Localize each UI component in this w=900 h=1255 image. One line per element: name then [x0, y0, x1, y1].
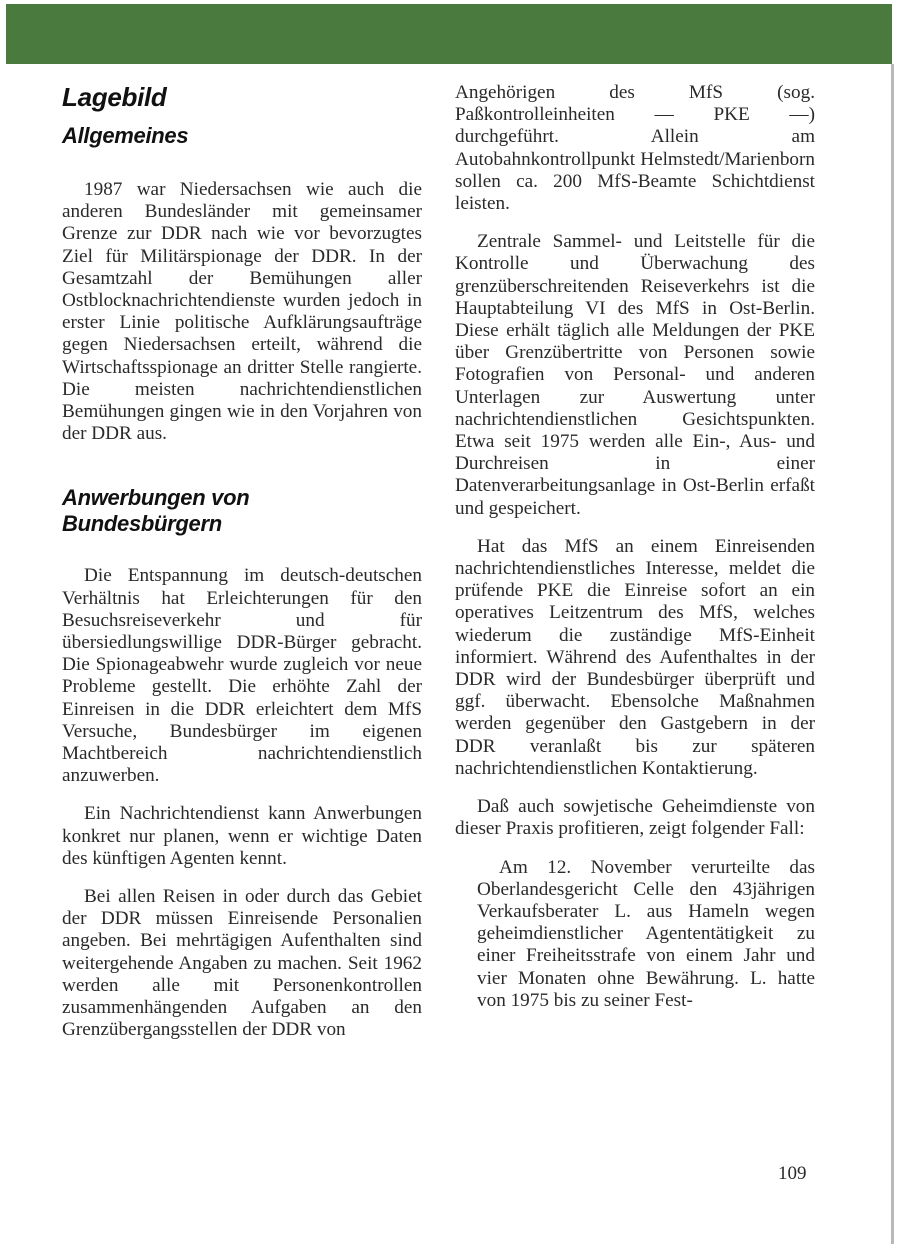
paragraph: 1987 war Niedersachsen wie auch die anderen Bundesländer mit gemeinsamer Grenze zur DDR nach wie vor bevorzugtes Ziel für Militärspionage der DDR. In der Gesamtzahl der Bemühungen aller Ostblocknachrichtendienste wurden jedoch in erster Linie politische Aufklärungsaufträge gegen Niedersachsen erteilt, während die Wirtschaftsspionage an dritter Stelle rangierte. Die meisten nachrichtendienstlichen Bemühungen gingen wie in den Vorjahren von der DDR aus. — [62, 179, 422, 445]
page-edge-shadow — [891, 64, 894, 1244]
case-paragraph: Am 12. November verurteilte das Oberlandesgericht Celle den 43jährigen Verkaufsberater L. aus Hameln wegen geheimdienstlicher Agententätigkeit zu einer Freiheitsstrafe von einem Jahr und vier Monaten ohne Bewährung. L. hatte von 1975 bis zu seiner Fest- — [477, 856, 815, 1011]
paragraph: Daß auch sowjetische Geheimdienste von dieser Praxis profitieren, zeigt folgender Fall: — [455, 796, 815, 840]
subsection-title-allgemeines: Allgemeines — [62, 123, 189, 148]
paragraph: Hat das MfS an einem Einreisenden nachrichtendienstliches Interesse, meldet die prüfende PKE die Einreise sofort an ein operatives Leitzentrum des MfS, welches wiederum die zuständige MfS-Einheit informiert. Während des Aufenthaltes in der DDR wird der Bundesbürger überprüft und ggf. überwacht. Ebensolche Maßnahmen werden gegenüber den Gastgebern in der DDR veranlaßt bis zur späteren nachrichtendienstlichen Kontaktierung. — [455, 535, 815, 779]
subsection-title-anwerbungen — [62, 485, 422, 537]
paragraph: Zentrale Sammel- und Leitstelle für die Kontrolle und Überwachung des grenzüberschreitenden Reiseverkehrs ist die Hauptabteilung VI des MfS in Ost-Berlin. Diese erhält täglich alle Meldungen der PKE über Grenzübertritte von Personen sowie Fotografien von Personal- und anderen Unterlagen zur Auswertung unter nachrichtendienstlichen Gesichtspunkten. Etwa seit 1975 werden alle Ein-, Aus- und Durchreisen in einer Datenverarbeitungsanlage in Ost-Berlin erfaßt und gespeichert. — [455, 231, 815, 519]
page-number: 109 — [778, 1163, 807, 1184]
subsection-title-line-1: Anwerbungen von — [62, 485, 250, 511]
paragraph: Bei allen Reisen in oder durch das Gebiet der DDR müssen Einreisende Personalien angeben. Bei mehrtägigen Aufenthalten sind weitergehende Angaben zu machen. Seit 1962 werden alle mit Personenkontrollen zusammenhängenden Aufgaben an den Grenzübergangsstellen der DDR von — [62, 886, 422, 1041]
paragraph: Die Entspannung im deutsch-deutschen Verhältnis hat Erleichterungen für den Besuchsreiseverkehr und für übersiedlungswillige DDR-Bürger gebracht. Die Spionageabwehr wurde zugleich vor neue Probleme gestellt. Die erhöhte Zahl der Einreisen in die DDR erleichtert dem MfS Versuche, Bundesbürger im eigenen Machtbereich nachrichtendienstlich anzuwerben. — [62, 565, 422, 787]
left-column — [62, 82, 422, 1042]
subsection-title-line-2: Bundesbürgern — [62, 511, 222, 537]
paragraph: Angehörigen des MfS (sog. Paßkontrolleinheiten — PKE —) durchgeführt. Allein am Autobahnkontrollpunkt Helmstedt/Marienborn sollen ca. 200 MfS-Beamte Schichtdienst leisten. — [455, 82, 815, 215]
paragraph: Ein Nachrichtendienst kann Anwerbungen konkret nur planen, wenn er wichtige Daten des künftigen Agenten kennt. — [62, 803, 422, 869]
header-color-band — [6, 4, 892, 64]
section-title: Lagebild — [62, 82, 167, 112]
right-column — [455, 82, 815, 1012]
